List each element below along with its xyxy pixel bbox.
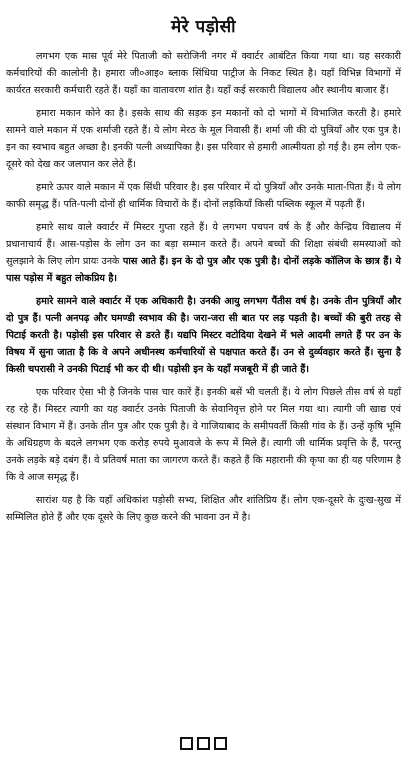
square-icon (197, 737, 210, 750)
paragraph-summary: सारांश यह है कि यहाँ अधिकांश पड़ोसी सभ्य, शिक्षित और शांतिप्रिय हैं। लोग एक-दूसरे के दुःख-सुख में सम्मिलित होते हैं और एक दूसरे के लिए कुछ करने की भावना उन में है। (6, 495, 401, 523)
page-title: मेरे पड़ोसी (170, 17, 237, 37)
paragraph-intro: लगभग एक मास पूर्व मेरे पिताजी को सरोजिनी नगर में क्वार्टर आबंटित किया गया था। यह सरकारी कर्मचारियों की कालोनी है। हमारा जी०आइ० ब्लाक सिंधिया पाट्रीज के निकट स्थित है। यहाँ विभिन्न विभागों में कार्यरत सरकारी कर्मचारी रहते हैं। यहाँ का वातावरण शांत है। यहाँ कई सरकारी विद्यालय और स्थानीय बाजार हैं। (6, 51, 401, 96)
paragraph-sharma-family: हमारा मकान कोने का है। इसके साथ की सड़क इन मकानों को दो भागों में विभाजित करती है। हमारे सामने वाले मकान में एक शर्माजी रहते हैं। ये लोग मेरठ के मूल निवासी हैं। शर्मा जी की दो पुत्रियाँ और एक पुत्र है। इन का स्वभाव बहुत अच्छा है। इनकी पत्नी अध्यापिका है। इस परिवार से हमारी आत्मीयता हो गई है। हम लोग एक-दूसरे को देख कर जलपान कर लेते हैं। (6, 108, 401, 170)
end-marker (0, 736, 406, 751)
paragraph-gupta-text: हमारे साथ वाले क्वार्टर में मिस्टर गुप्ता रहते हैं। ये लगभग पचपन वर्ष के हैं और केन्द्रिय विद्यालय में प्रधानाचार्य हैं। आस-पड़ोस के लोग उन का बड़ा सम्मान करते हैं। अपने बच्चों की शिक्षा संबंधी समस्याओं को सुलझाने के लिए लोग प्रायः उनके (6, 222, 401, 267)
square-icon (214, 737, 227, 750)
paragraph-officer-family: हमारे सामने वाले क्वार्टर में एक अधिकारी है। उनकी आयु लगभग पैंतीस वर्ष है। उनके तीन पुत्रियाँ और दो पुत्र हैं। पत्नी अनपढ़ और घमण्डी स्वभाव की है। जरा-जरा सी बात पर लड़ पड़ती है। बच्चों की बुरी तरह से पिटाई करती है। पड़ोसी इस परिवार से डरते हैं। यद्यपि मिस्टर वटोदिया देखने में भले आदमी लगते हैं पर उन के विषय में सुना जाता है कि वे अपने अधीनस्थ कर्मचारियों से पक्षपात करते हैं। उन से दुर्व्यवहार करते हैं। सुना है किसी चपरासी ने उनकी पिटाई भी कर दी थी। पड़ोसी इन के यहाँ मजबूरी में ही जाते हैं। (6, 296, 401, 375)
square-icon (180, 737, 193, 750)
paragraph-sindhi-family: हमारे ऊपर वाले मकान में एक सिंधी परिवार है। इस परिवार में दो पुत्रियाँ और उनके माता-पिता हैं। ये लोग काफी समृद्ध हैं। पति-पत्नी दोनों ही धार्मिक विचारों के हैं। दोनों लड़कियाँ किसी पब्लिक स्कूल में पढ़ती हैं। (6, 182, 401, 210)
paragraph-gupta-bold-text: पास आते हैं। इन के दो पुत्र और एक पुत्री है। दोनों लड़के कॉलिज के छात्र हैं। ये पास पड़ोस में बहुत लोकप्रिय है। (6, 256, 401, 284)
paragraph-tyagi-family: एक परिवार ऐसा भी है जिनके पास चार कारें हैं। इनकी बसें भी चलती हैं। ये लोग पिछले तीस वर्ष से यहाँ रह रहे हैं। मिस्टर त्यागी का यह क्वार्टर उनके पिताजी के सेवानिवृत्त होने पर मिल गया था। त्यागी जी खाद्य एवं संस्थान विभाग में हैं। उनके तीन पुत्र और एक पुत्री है। वे गाजियाबाद के समीपवर्ती किसी गांव के हैं। उन्हें कृषि भूमि के अधिग्रहण के बदले लगभग एक करोड़ रुपये मुआवजे के रूप में मिले हैं। त्यागी जी धार्मिक प्रवृत्ति के हैं, परन्तु उनके लड़के बड़े दबंग हैं। वे प्रतिवर्ष माता का जागरण करते हैं। कहते हैं कि महारानी की कृपा का ही यह परिणाम है कि वे आज समृद्ध हैं। (6, 387, 401, 483)
paragraph-gupta-family (6, 219, 401, 287)
